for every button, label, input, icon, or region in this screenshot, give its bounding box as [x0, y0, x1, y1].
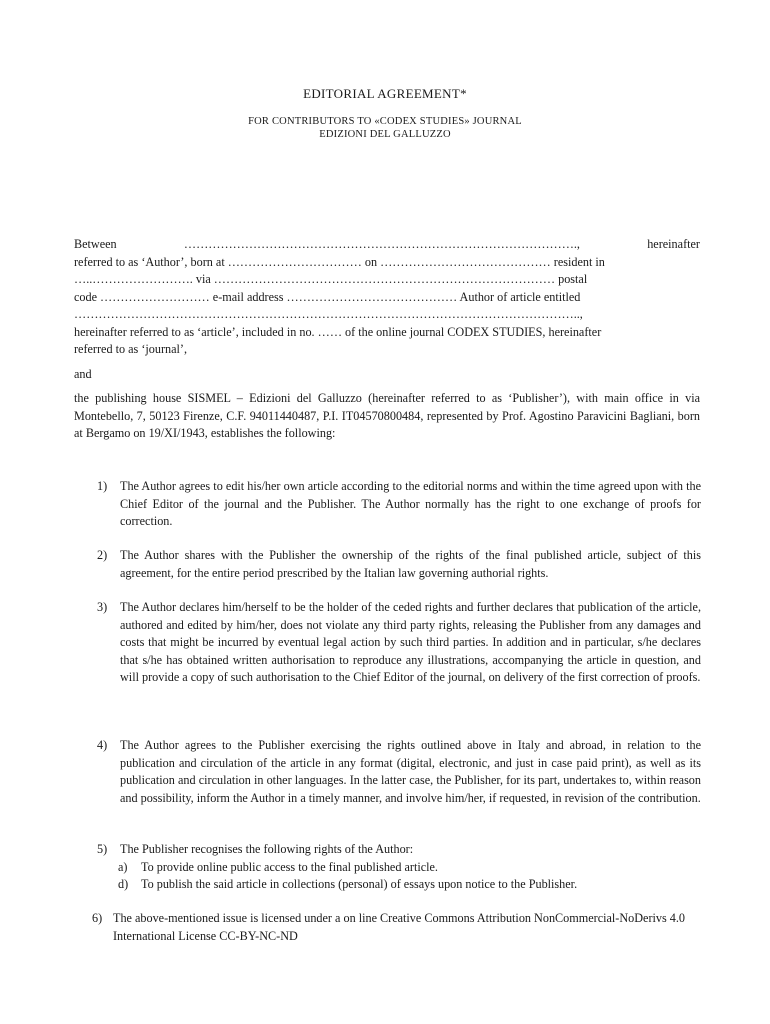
publisher-paragraph: the publishing house SISMEL – Edizioni del Galluzzo (hereinafter referred to as ‘Publisher’), with main office in via Montebello, 7, 50123 Firenze, C.F. 94011440487, P.I. IT04570800484, represented by Prof. Agostino Paravicini Bagliani, born at Bergamo on 19/XI/1943, establishes the following:	[74, 391, 700, 440]
clause-6	[92, 910, 702, 945]
parties-line-5: ……………………………………………………………………………………………………………..,	[74, 307, 583, 321]
clause-5	[97, 841, 701, 894]
clause-number: 2)	[97, 548, 108, 562]
clause-number: 1)	[97, 479, 108, 493]
between-label: Between	[74, 237, 117, 251]
subitem-text: To provide online public access to the final published article.	[141, 859, 438, 874]
and-text: and	[74, 367, 92, 381]
clause-number: 3)	[97, 600, 108, 614]
subitem-text: To publish the said article in collections (personal) of essays upon notice to the Publisher.	[141, 877, 578, 891]
clause-text: The Author shares with the Publisher the ownership of the rights of the final published article, subject of this agreement, for the entire period prescribed by the Italian law governing authorial rights.	[120, 548, 701, 580]
clause-text: The Author agrees to edit his/her own article according to the editorial norms and within the time agreed upon with the Chief Editor of the journal and the Publisher. The Author normally has the right to one exchange of proofs for correction.	[120, 479, 701, 528]
clause-number: 4)	[97, 738, 108, 752]
parties-line-2: referred to as ‘Author’, born at …………………………… on …………………………………… resident in	[74, 254, 605, 269]
subitem-letter: a)	[118, 859, 128, 874]
parties-line-6: hereinafter referred to as ‘article’, included in no. …… of the online journal CODEX STUDIES, hereinafter	[74, 324, 602, 339]
subtitle-line-1: FOR CONTRIBUTORS TO «CODEX STUDIES» JOURNAL	[248, 116, 522, 127]
subitem-a	[118, 859, 701, 877]
clause-text: The Publisher recognises the following rights of the Author:	[120, 842, 414, 856]
parties-block	[74, 236, 700, 359]
subitem-letter: d)	[118, 877, 129, 891]
clause-text: The above-mentioned issue is licensed under a on line Creative Commons Attribution NonCommercial-NoDerivs 4.0 International License CC-BY-NC-ND	[113, 911, 686, 943]
clause-text: The Author declares him/herself to be the holder of the ceded rights and further declares that publication of the article, authored and edited by him/her, does not violate any third party rights, releasing the Publisher from any damages and costs that might be incurred by eventual legal action by such third parties. In addition and in particular, s/he declares that s/he has obtained written authorisation to reproduce any illustrations, accompanying the article in question, and will provide a copy of such authorisation to the Chief Editor of the journal, on delivery of the first correction of proofs.	[120, 600, 701, 684]
clause-1	[97, 478, 701, 531]
document-subtitle	[0, 115, 770, 141]
author-name-blank: …………………………………………………………………………………….,	[183, 237, 580, 251]
subtitle-line-2: EDIZIONI DEL GALLUZZO	[319, 129, 451, 140]
clause-number: 6)	[92, 911, 103, 925]
clause-3	[97, 599, 701, 687]
subitem-d	[118, 876, 701, 894]
clause-4	[97, 737, 701, 807]
parties-line-4: code ……………………… e-mail address …………………………………… Author of article entitled	[74, 289, 581, 304]
parties-line-3: …..……………………. via ………………………………………………………………………… postal	[74, 272, 588, 286]
document-title: EDITORIAL AGREEMENT*	[303, 86, 467, 101]
clause-2	[97, 547, 701, 582]
parties-line-1	[74, 236, 700, 254]
parties-line-7: referred to as ‘journal’,	[74, 342, 188, 356]
hereinafter-label: hereinafter	[647, 237, 700, 251]
clause-text: The Author agrees to the Publisher exercising the rights outlined above in Italy and abroad, in relation to the publication and circulation of the article in any format (digital, electronic, and just in case paid print), as well as its publication and circulation in other languages. In the latter case, the Publisher, for its part, undertakes to, within reason and possibility, inform the Author in a timely manner, and involve him/her, if requested, in revision of the contribution.	[120, 738, 701, 805]
clause-number: 5)	[97, 842, 108, 856]
